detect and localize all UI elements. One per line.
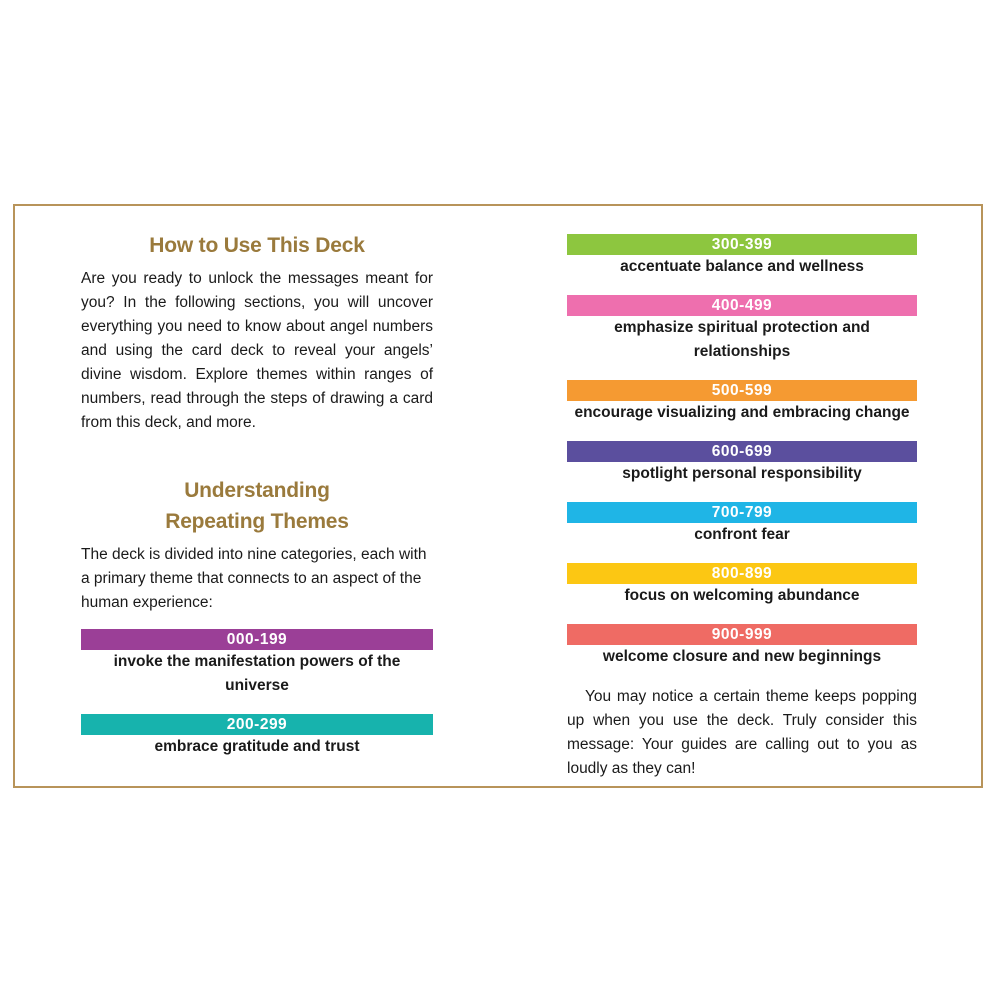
category-list-left: [81, 629, 433, 759]
category-range-bar: 700-799: [567, 502, 917, 523]
category-range-bar: 200-299: [81, 714, 433, 735]
category-theme: confront fear: [694, 526, 790, 543]
themes-paragraph: The deck is divided into nine categories, each with a primary theme that connects to an aspect of the human experience:: [81, 546, 427, 611]
category-range-bar: 300-399: [567, 234, 917, 255]
category-theme: focus on welcoming abundance: [624, 587, 860, 604]
category-300-399: [567, 234, 917, 279]
category-700-799: [567, 502, 917, 547]
category-200-299: [81, 714, 433, 759]
category-range-bar: 400-499: [567, 295, 917, 316]
category-500-599: [567, 380, 917, 425]
book-spread: [13, 204, 983, 788]
intro-paragraph: Are you ready to unlock the messages meant for you? In the following sections, you will uncover everything you need to know about angel numbers and using the card deck to reveal your angels’ divine wisdom. Explore themes within ranges of numbers, read through the steps of drawing a card from this deck, and more.: [81, 270, 433, 431]
category-000-199: [81, 629, 433, 698]
category-range-bar: 800-899: [567, 563, 917, 584]
category-400-499: [567, 295, 917, 364]
category-theme: invoke the manifestation powers of the universe: [113, 653, 401, 694]
category-900-999: [567, 624, 917, 669]
category-theme: spotlight personal responsibility: [622, 465, 862, 482]
category-theme: welcome closure and new beginnings: [602, 648, 882, 665]
left-page: [81, 230, 433, 775]
category-theme: emphasize spiritual protection and relationships: [614, 319, 870, 360]
right-page: [567, 234, 917, 781]
heading-how-to-use: How to Use This Deck: [149, 234, 365, 257]
category-600-699: [567, 441, 917, 486]
category-theme: accentuate balance and wellness: [620, 258, 864, 275]
category-range-bar: 500-599: [567, 380, 917, 401]
category-theme: embrace gratitude and trust: [154, 738, 360, 755]
category-800-899: [567, 563, 917, 608]
closing-paragraph: You may notice a certain theme keeps popping up when you use the deck. Truly consider this message: Your guides are calling out to you as loudly as they can!: [567, 688, 917, 777]
category-range-bar: 900-999: [567, 624, 917, 645]
category-theme: encourage visualizing and embracing change: [574, 404, 910, 421]
category-range-bar: 000-199: [81, 629, 433, 650]
category-range-bar: 600-699: [567, 441, 917, 462]
heading-repeating-themes: Understanding Repeating Themes: [165, 479, 349, 533]
